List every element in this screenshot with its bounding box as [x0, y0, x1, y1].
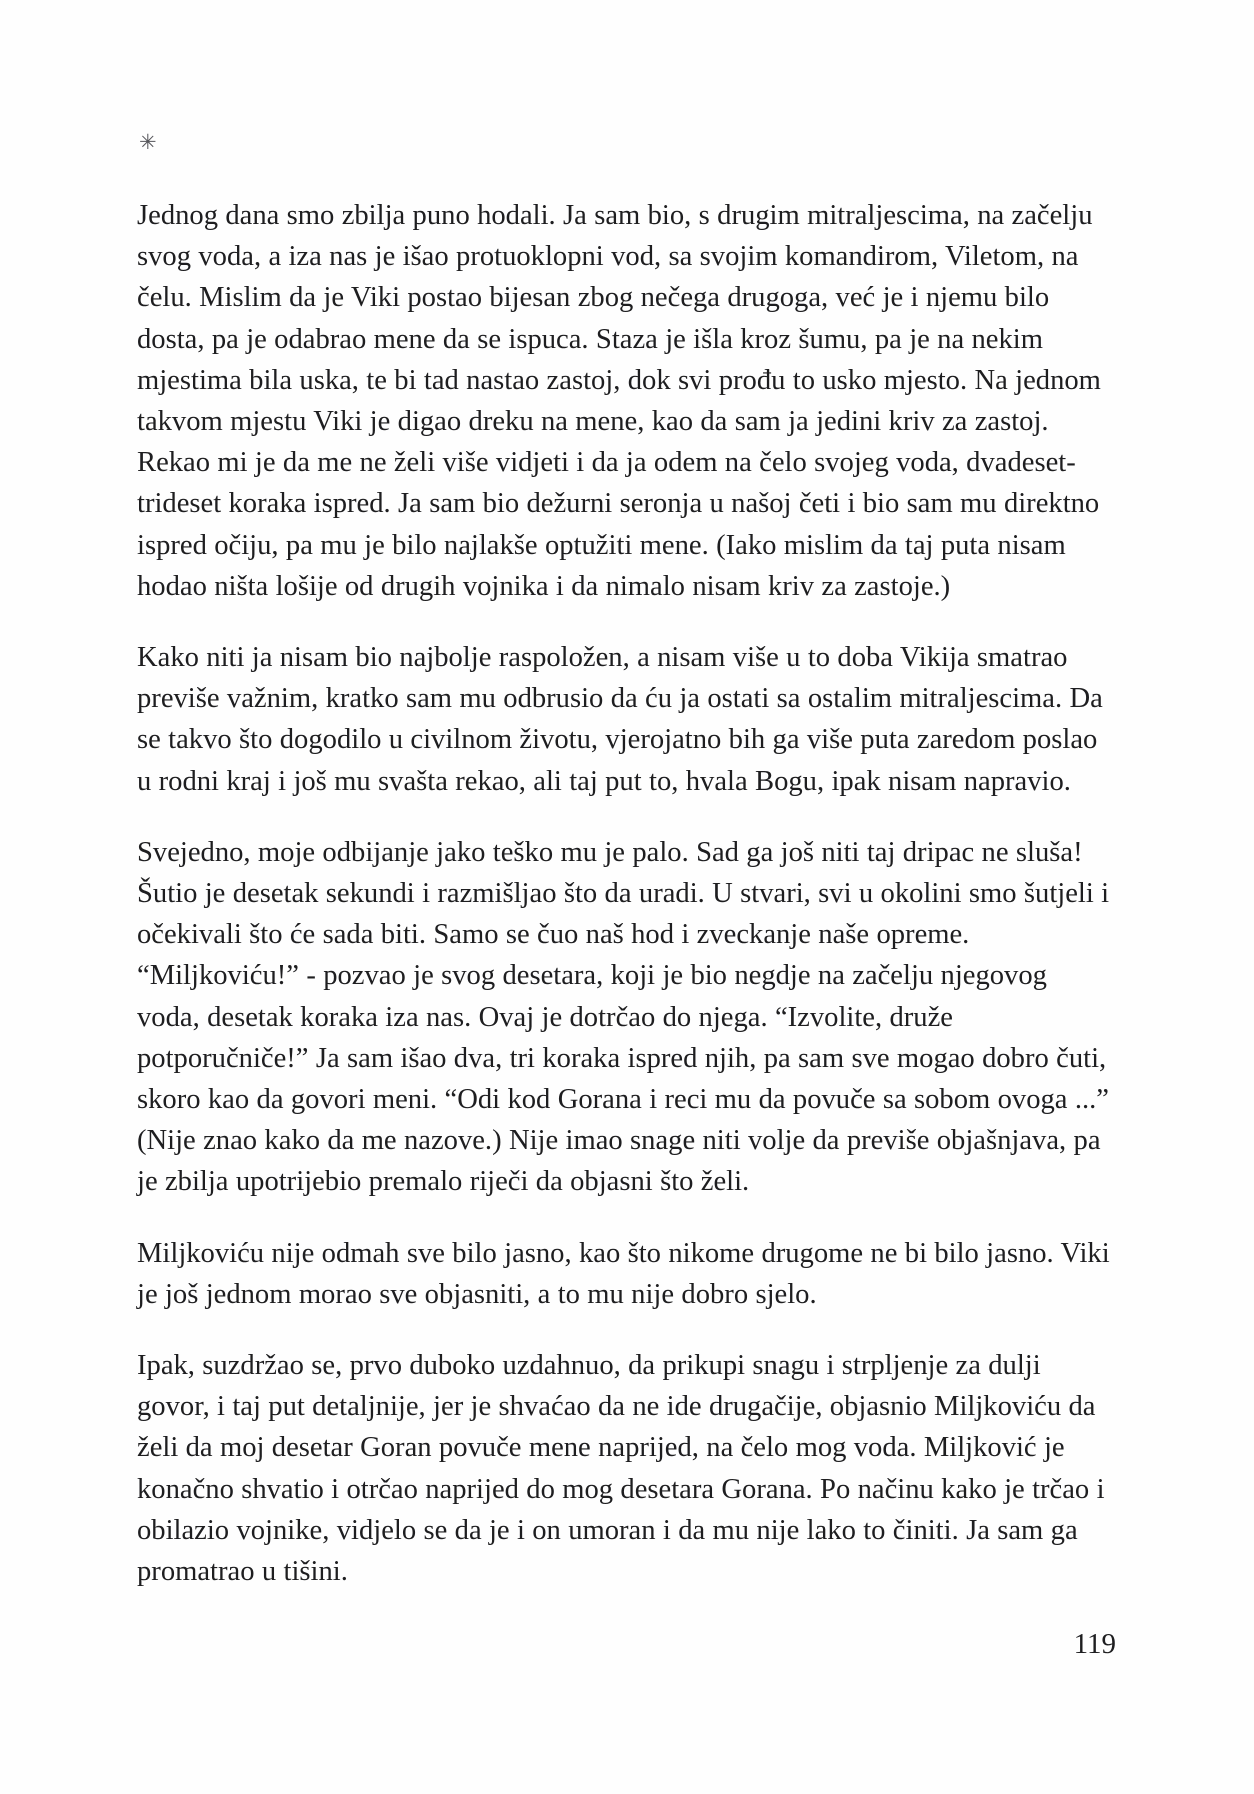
paragraph: Jednog dana smo zbilja puno hodali. Ja sam bio, s drugim mitraljescima, na začelju svog voda, a iza nas je išao protuoklopni vod, sa svojim komandirom, Viletom, na čelu. Mislim da je Viki postao bijesan zbog nečega drugoga, već je i njemu bilo dosta, pa je odabrao mene da se ispuca. Staza je išla kroz šumu, pa je na nekim mjestima bila uska, te bi tad nastao zastoj, dok svi prođu to usko mjesto. Na jednom takvom mjestu Viki je digao dreku na mene, kao da sam ja jedini kriv za zastoj. Rekao mi je da me ne želi više vidjeti i da ja odem na čelo svojeg voda, dvadeset-trideset koraka ispred. Ja sam bio dežurni seronja u našoj četi i bio sam mu direktno ispred očiju, pa mu je bilo najlakše optužiti mene. (Iako mislim da taj puta nisam hodao ništa lošije od drugih vojnika i da nimalo nisam kriv za zastoje.)	[137, 200, 1101, 602]
paragraph: Svejedno, moje odbijanje jako teško mu je palo. Sad ga još niti taj dripac ne sluša! Šutio je desetak sekundi i razmišljao što da uradi. U stvari, svi u okolini smo šutjeli i očekivali što će sada biti. Samo se čuo naš hod i zveckanje naše opreme. “Miljkoviću!” - pozvao je svog desetara, koji je bio negdje na začelju njegovog voda, desetak koraka iza nas. Ovaj je dotrčao do njega. “Izvolite, druže potporučniče!” Ja sam išao dva, tri koraka ispred njih, pa sam sve mogao dobro čuti, skoro kao da govori meni. “Odi kod Gorana i reci mu da povuče sa sobom ovoga ...” (Nije znao kako da me nazove.) Nije imao snage niti volje da previše objašnjava, pa je zbilja upotrijebio premalo riječi da objasni što želi.	[137, 836, 1110, 1198]
paragraph: Kako niti ja nisam bio najbolje raspoložen, a nisam više u to doba Vikija smatrao previše važnim, kratko sam mu odbrusio da ću ja ostati sa ostalim mitraljescima. Da se takvo što dogodilo u civilnom životu, vjerojatno bih ga više puta zaredom poslao u rodni kraj i još mu svašta rekao, ali taj put to, hvala Bogu, ipak nisam napravio.	[137, 642, 1103, 797]
paragraph: Miljkoviću nije odmah sve bilo jasno, kao što nikome drugome ne bi bilo jasno. Viki je još jednom morao sve objasniti, a to mu nije dobro sjelo.	[137, 1237, 1110, 1310]
page-body	[137, 132, 1117, 1592]
section-break-asterisk: ✳	[139, 130, 157, 154]
paragraph: Ipak, suzdržao se, prvo duboko uzdahnuo, da prikupi snagu i strpljenje za dulji govor, i taj put detaljnije, jer je shvaćao da ne ide drugačije, objasnio Miljkoviću da želi da moj desetar Goran povuče mene naprijed, na čelo mog voda. Miljković je konačno shvatio i otrčao naprijed do mog desetara Gorana. Po načinu kako je trčao i obilazio vojnike, vidjelo se da je i on umoran i da mu nije lako to činiti. Ja sam ga promatrao u tišini.	[137, 1350, 1105, 1588]
page-number: 119	[1073, 1628, 1116, 1660]
